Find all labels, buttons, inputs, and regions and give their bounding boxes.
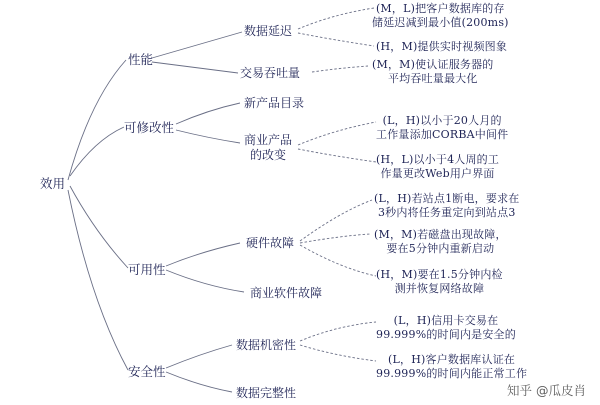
leaf-line: 99.999%的时间内能正常工作 xyxy=(376,366,528,380)
leaf-line: (L，H)若站点1断电，要求在 xyxy=(374,192,520,205)
edge-hardware-leaf-2 xyxy=(300,234,370,243)
node-new-product-catalog: 新产品目录 xyxy=(244,96,305,110)
node-business-product-change xyxy=(244,133,292,163)
edge-business-leaf-2 xyxy=(298,149,376,162)
node-business-product-change-line-1: 商业产品 xyxy=(244,133,293,147)
node-data-integrity: 数据完整性 xyxy=(236,386,297,400)
node-data-latency: 数据延迟 xyxy=(244,24,293,38)
leaf-hardware-disk xyxy=(374,228,507,256)
edge-performance-throughput xyxy=(152,62,238,73)
edge-security-confidentiality xyxy=(166,345,232,368)
branch-availability: 可用性 xyxy=(128,262,166,277)
edge-latency-leaf-2 xyxy=(298,33,374,46)
edge-hardware-leaf-1 xyxy=(300,200,372,241)
edge-performance-latency xyxy=(152,32,242,58)
leaf-line: (H，L)以小于4人周的工 xyxy=(376,153,500,166)
leaf-latency-video xyxy=(376,40,507,54)
leaf-line: (L，H)以小于20人月的 xyxy=(382,114,502,127)
edge-hardware-leaf-3 xyxy=(300,245,376,276)
leaf-business-web-ui xyxy=(376,153,499,181)
node-commercial-software-fault: 商业软件故障 xyxy=(250,286,323,300)
edge-security-integrity xyxy=(166,372,232,392)
leaf-line: (M，M)使认证服务器的 xyxy=(372,58,494,71)
leaf-latency-storage xyxy=(372,2,509,30)
root-utility: 效用 xyxy=(40,176,66,191)
edge-root-modifiability xyxy=(70,127,124,176)
leaf-line: 3秒内将任务重定向到站点3 xyxy=(377,205,516,219)
leaf-confidentiality-db-auth xyxy=(376,353,527,381)
edge-root-performance xyxy=(68,60,126,180)
leaf-line: 储延迟减到最小值(200ms) xyxy=(372,15,509,29)
node-data-confidentiality: 数据机密性 xyxy=(236,338,297,352)
edge-root-availability xyxy=(70,186,128,268)
edge-confidentiality-leaf-1 xyxy=(300,322,376,341)
leaf-throughput-auth-server xyxy=(372,58,494,86)
edge-modifiability-business xyxy=(176,130,240,143)
edge-confidentiality-leaf-2 xyxy=(300,345,376,361)
leaf-line: 工作量添加CORBA中间件 xyxy=(376,127,509,141)
leaf-line: (M，L)把客户数据库的存 xyxy=(375,2,505,15)
node-hardware-fault: 硬件故障 xyxy=(246,236,295,250)
leaf-confidentiality-credit-card xyxy=(376,314,516,342)
node-transaction-throughput: 交易吞吐量 xyxy=(240,66,301,80)
branch-security: 安全性 xyxy=(128,364,166,379)
leaf-line: (M，M)若磁盘出现故障， xyxy=(374,228,507,241)
leaf-line: (H，M)要在1.5分钟内检 xyxy=(376,268,503,281)
leaf-line: 平均吞吐量最大化 xyxy=(387,71,478,85)
edge-availability-hardware xyxy=(166,243,240,266)
watermark: 知乎 @瓜皮肖 xyxy=(507,383,586,398)
edge-root-security xyxy=(68,190,128,370)
leaf-line: (H，M)提供实时视频图象 xyxy=(376,40,508,53)
leaf-hardware-power xyxy=(374,192,519,220)
edge-availability-software xyxy=(166,270,244,292)
leaf-line: 测并恢复网络故障 xyxy=(394,281,485,295)
leaf-business-corba xyxy=(376,114,508,142)
leaf-line: 要在5分钟内重新启动 xyxy=(386,241,495,255)
leaf-line: (L，H)客户数据库认证在 xyxy=(388,353,516,366)
leaf-hardware-network xyxy=(376,268,503,296)
leaf-line: 99.999%的时间内是安全的 xyxy=(376,327,516,341)
edge-modifiability-newproduct xyxy=(176,103,240,124)
node-business-product-change-line-2: 的改变 xyxy=(250,148,287,162)
edge-business-leaf-1 xyxy=(298,122,376,145)
branch-modifiability: 可修改性 xyxy=(124,120,175,135)
edge-throughput-leaf-1 xyxy=(312,66,368,72)
branch-performance: 性能 xyxy=(128,52,154,67)
leaf-line: (L，H)信用卡交易在 xyxy=(393,314,499,327)
edge-latency-leaf-1 xyxy=(298,8,374,29)
leaf-line: 作量更改Web用户界面 xyxy=(380,166,495,180)
